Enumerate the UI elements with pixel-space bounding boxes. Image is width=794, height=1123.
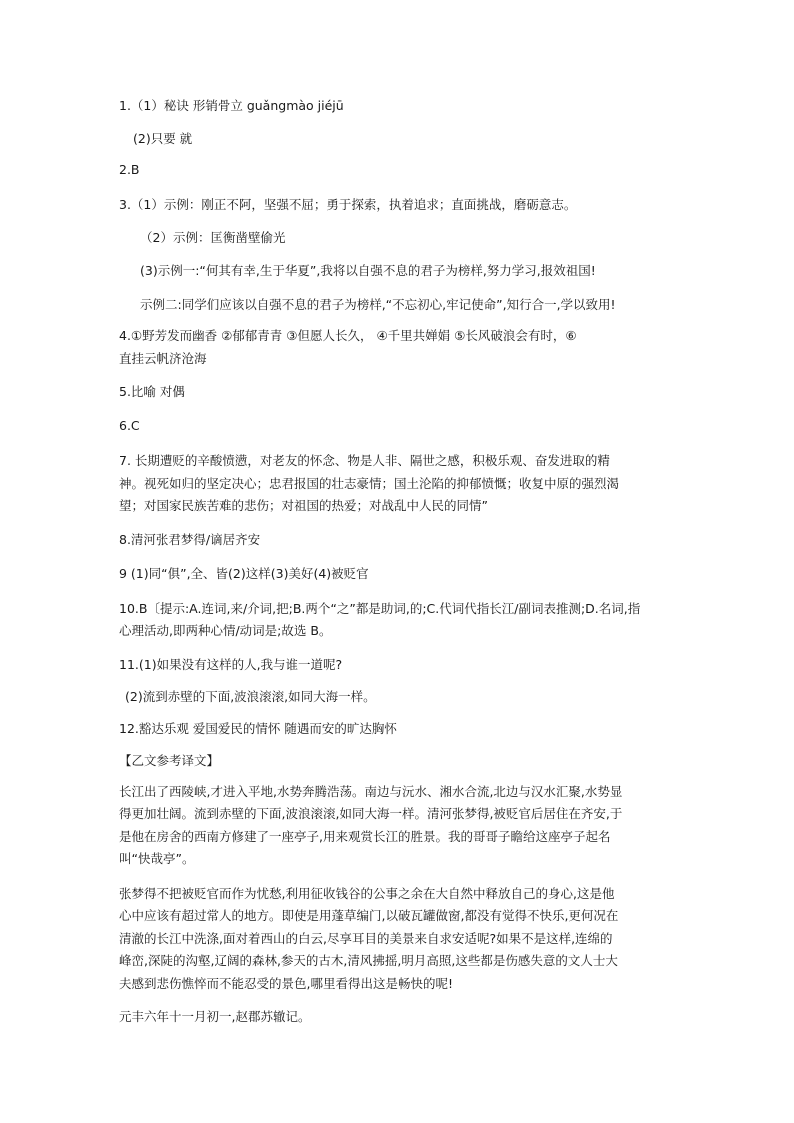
answer-2: 2.B <box>119 162 140 177</box>
translation-heading: 【乙文参考译文】 <box>119 752 220 768</box>
translation-paragraph-1 <box>119 781 679 871</box>
answer-1 <box>119 96 679 147</box>
answer-1-part-2: (2)只要 就 <box>133 131 193 146</box>
translation-paragraph-2-line-1: 张梦得不把被贬官而作为忧愁,利用征收钱谷的公事之余在大自然中释放自己的身心,这是他 <box>119 885 615 901</box>
answer-3-part-3-example-1: (3)示例一:“何其有幸,生于华夏”,我将以自强不息的君子为榜样,努力学习,报效祖国! <box>140 263 596 278</box>
answer-7-line-3: 望；对国家民族苦难的悲伤；对祖国的热爱；对战乱中人民的同情” <box>119 498 488 513</box>
answer-7-line-1: 7. 长期遭贬的辛酸愤懑，对老友的怀念、物是人非、隔世之感，积极乐观、奋发进取的精 <box>119 453 610 468</box>
answer-3-part-2: （2）示例：匡衡凿壁偷光 <box>140 230 286 245</box>
translation-paragraph-2-line-5: 夫感到悲伤憔悴而不能忍受的景色,哪里看得出这是畅快的呢! <box>119 975 453 991</box>
translation-paragraph-2-line-4: 峰峦,深陡的沟壑,辽阔的森林,参天的古木,清风拂摇,明月高照,这些都是伤感失意的文人士大 <box>119 953 618 968</box>
translation-paragraph-1-line-1: 长江出了西陵峡,才进入平地,水势奔腾浩荡。南边与沅水、湘水合流,北边与汉水汇聚,水势显 <box>119 783 623 799</box>
answer-3-part-1: 3.（1）示例：刚正不阿，坚强不屈；勇于探索，执着追求；直面挑战，磨砺意志。 <box>119 197 577 212</box>
translation-paragraph-2-line-3: 清澈的长江中洗涤,面对着西山的白云,尽享耳目的美景来自求安适呢?如果不是这样,连绵的 <box>119 930 613 946</box>
answer-5: 5.比喻 对偶 <box>119 384 185 399</box>
translation-paragraph-1-line-2: 得更加壮阔。流到赤壁的下面,波浪滚滚,如同大海一样。清河张梦得,被贬官后居住在齐安,于 <box>119 806 623 821</box>
answer-6: 6.C <box>119 418 140 433</box>
answer-11 <box>119 655 679 705</box>
answer-11-part-2: (2)流到赤壁的下面,波浪滚滚,如同大海一样。 <box>125 688 376 704</box>
answer-10-line-1: 10.B〔提示:A.连词,来/介词,把;B.两个“之”都是助词,的;C.代词代指长江/副词表推测;D.名词,指 <box>119 600 641 616</box>
answer-document <box>119 96 679 1025</box>
answer-1-part-1: 1.（1）秘诀 形销骨立 guǎngmào jiéjū <box>119 98 344 113</box>
translation-paragraph-2-line-2: 心中应该有超过常人的地方。即使是用蓬草编门,以破瓦罐做窗,都没有觉得不快乐,更何况在 <box>119 908 619 923</box>
translation-signature: 元丰六年十一月初一,赵郡苏辙记。 <box>119 1009 311 1024</box>
answer-10 <box>119 598 679 643</box>
answer-4-line-2: 直挂云帆济沧海 <box>119 350 207 366</box>
answer-12: 12.豁达乐观 爱国爱民的情怀 随遇而安的旷达胸怀 <box>119 720 397 736</box>
answer-4-line-1: 4.①野芳发而幽香 ②郁郁青青 ③但愿人长久， ④千里共婵娟 ⑤长风破浪会有时，⑥ <box>119 328 577 343</box>
answer-11-part-1: 11.(1)如果没有这样的人,我与谁一道呢? <box>119 656 343 672</box>
answer-9: 9 (1)同“俱”,全、皆(2)这样(3)美好(4)被贬官 <box>119 565 369 581</box>
answer-10-line-2: 心理活动,即两种心情/动词是;故选 B。 <box>119 623 332 638</box>
translation-paragraph-1-line-4: 叫“快哉亭”。 <box>119 851 195 866</box>
answer-7 <box>119 450 679 518</box>
answer-7-line-2: 神。视死如归的坚定决心；忠君报国的壮志豪情；国土沦陷的抑郁愤慨；收复中原的强烈渴 <box>119 475 620 491</box>
answer-8: 8.清河张君梦得/谪居齐安 <box>119 531 261 547</box>
answer-4 <box>119 325 679 370</box>
translation-paragraph-2 <box>119 883 679 996</box>
translation-paragraph-1-line-3: 是他在房舍的西南方修建了一座亭子,用来观赏长江的胜景。我的哥哥子瞻给这座亭子起名 <box>119 828 611 844</box>
answer-3-part-3-example-2: 示例二:同学们应该以自强不息的君子为榜样,“不忘初心,牢记使命”,知行合一,学以致用! <box>140 297 616 312</box>
answer-3 <box>119 195 679 313</box>
